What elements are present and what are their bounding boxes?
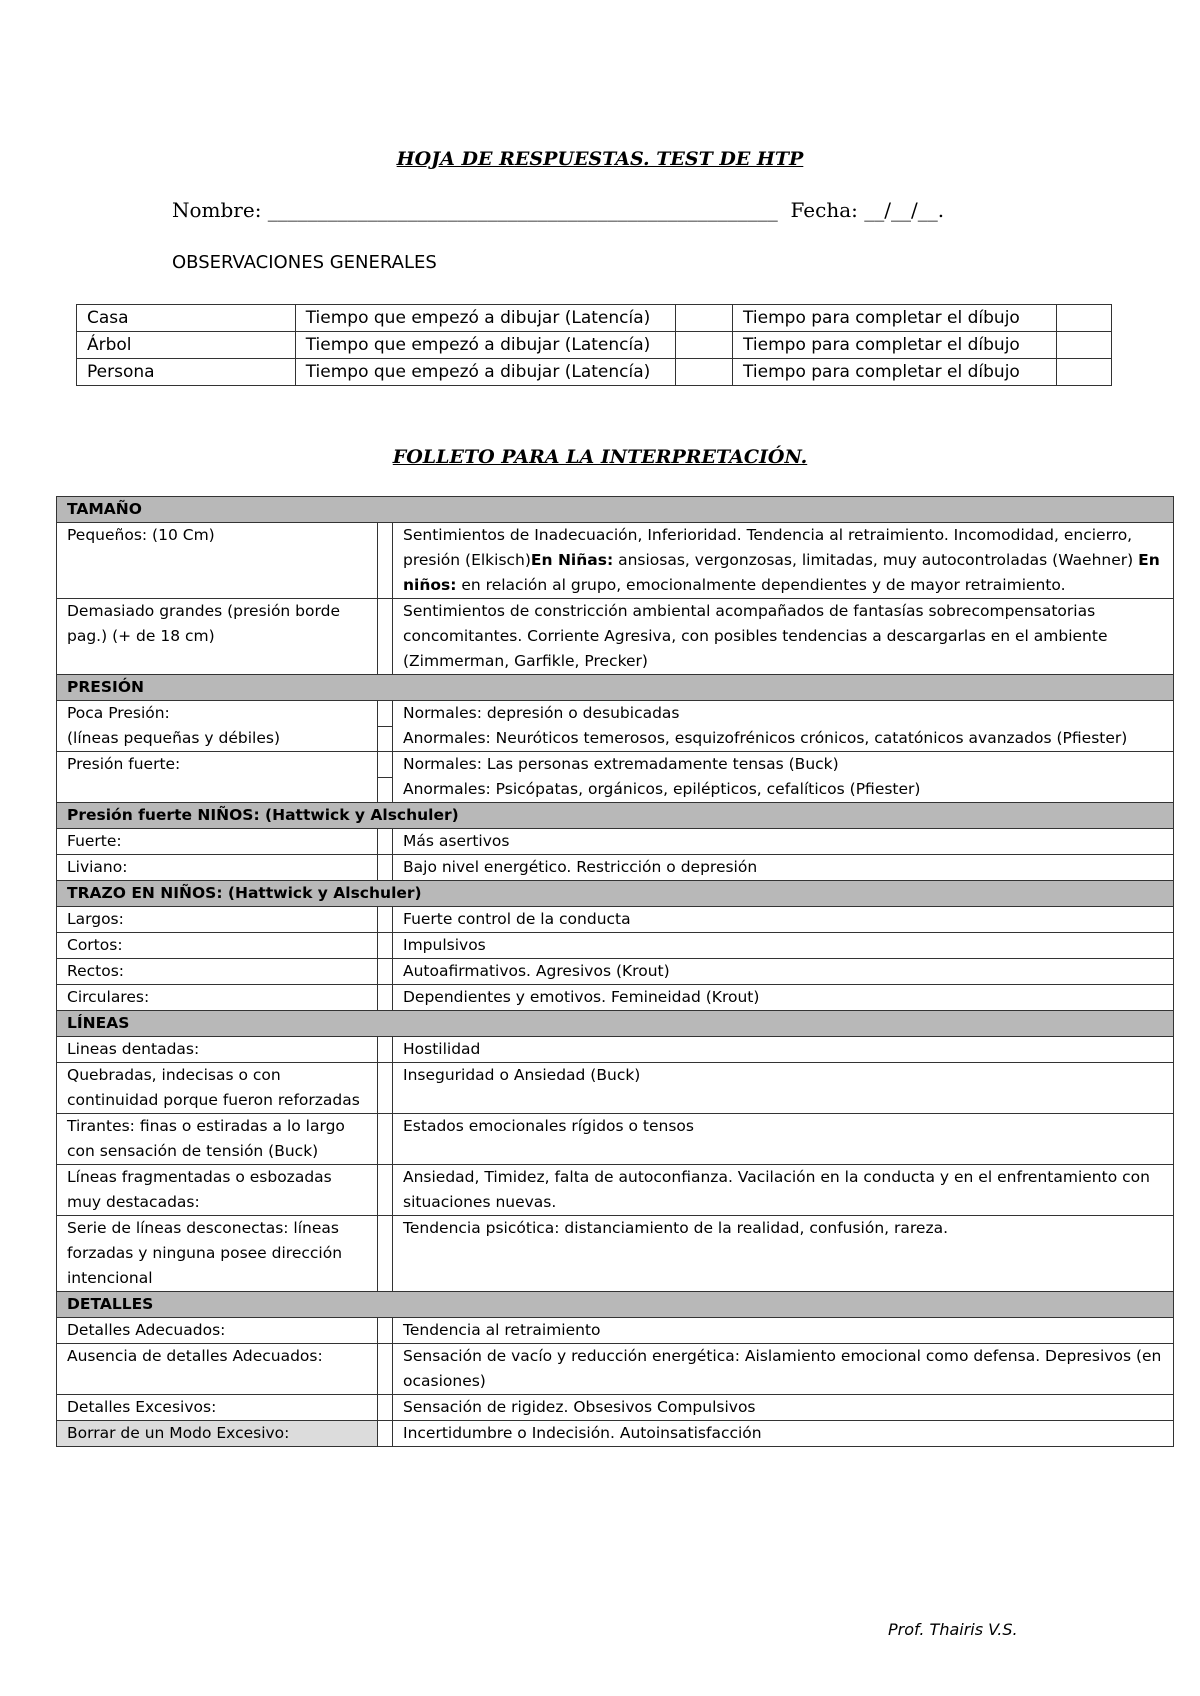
meaning-cell — [393, 752, 1174, 803]
times-item: Árbol — [77, 332, 296, 359]
check-subcell — [378, 701, 392, 727]
item-cell: Líneas fragmentadas o esbozadas muy destacadas: — [57, 1165, 378, 1216]
table-row — [57, 1114, 1174, 1165]
times-complete-label: Tiempo para completar el díbujo — [733, 359, 1057, 386]
table-row — [57, 1165, 1174, 1216]
table-row — [57, 1421, 1174, 1447]
table-row — [57, 1318, 1174, 1344]
meaning-cell: Incertidumbre o Indecisión. Autoinsatisfacción — [393, 1421, 1174, 1447]
meaning-cell: Dependientes y emotivos. Femineidad (Krout) — [393, 985, 1174, 1011]
meaning-cell — [393, 523, 1174, 599]
times-complete-label: Tiempo para completar el díbujo — [733, 332, 1057, 359]
item-cell: Lineas dentadas: — [57, 1037, 378, 1063]
item-cell: Circulares: — [57, 985, 378, 1011]
section-title: LÍNEAS — [57, 1011, 1174, 1037]
section-title: TRAZO EN NIÑOS: (Hattwick y Alschuler) — [57, 881, 1174, 907]
general-observations-label: OBSERVACIONES GENERALES — [172, 252, 437, 273]
item-cell: Detalles Adecuados: — [57, 1318, 378, 1344]
meaning-cell: Sensación de vacío y reducción energética: Aislamiento emocional como defensa. Depresivos (en ocasiones) — [393, 1344, 1174, 1395]
item-cell: Largos: — [57, 907, 378, 933]
meaning-cell: Autoafirmativos. Agresivos (Krout) — [393, 959, 1174, 985]
section-header — [57, 803, 1174, 829]
meaning-cell — [393, 701, 1174, 752]
section-title: DETALLES — [57, 1292, 1174, 1318]
item-cell: Fuerte: — [57, 829, 378, 855]
item-cell: Poca Presión: (líneas pequeñas y débiles) — [57, 701, 378, 752]
table-row — [57, 1063, 1174, 1114]
item-cell: Quebradas, indecisas o con continuidad porque fueron reforzadas — [57, 1063, 378, 1114]
meaning-text: ansiosas, vergonzosas, limitadas, muy autocontroladas (Waehner) — [613, 551, 1139, 569]
check-cell — [378, 1037, 393, 1063]
check-cell — [378, 1114, 393, 1165]
table-row — [57, 907, 1174, 933]
check-cell — [378, 1165, 393, 1216]
times-item: Persona — [77, 359, 296, 386]
table-row — [57, 523, 1174, 599]
section-title: TAMAÑO — [57, 497, 1174, 523]
meaning-cell: Ansiedad, Timidez, falta de autoconfianza. Vacilación en la conducta y en el enfrentamiento con situaciones nuevas. — [393, 1165, 1174, 1216]
check-cell — [378, 1063, 393, 1114]
item-cell: Demasiado grandes (presión borde pag.) (+ de 18 cm) — [57, 599, 378, 675]
meaning-cell: Estados emocionales rígidos o tensos — [393, 1114, 1174, 1165]
table-row — [57, 752, 1174, 803]
meaning-text: en relación al grupo, emocionalmente dependientes y de mayor retraimiento. — [456, 576, 1066, 594]
times-complete-cell — [1056, 359, 1111, 386]
table-row — [57, 701, 1174, 752]
check-cell — [378, 701, 393, 752]
times-latency-cell — [675, 305, 732, 332]
check-cell — [378, 985, 393, 1011]
drawing-times-table — [76, 304, 1112, 386]
check-cell — [378, 855, 393, 881]
author-signature: Prof. Thairis V.S. — [888, 1620, 1018, 1639]
check-cell — [378, 1344, 393, 1395]
meaning-cell: Fuerte control de la conducta — [393, 907, 1174, 933]
interpretation-title: FOLLETO PARA LA INTERPRETACIÓN. — [392, 446, 808, 468]
section-header — [57, 497, 1174, 523]
check-cell — [378, 1216, 393, 1292]
name-date-line: Nombre: ___________________________________________________ Fecha: __/__/__. — [172, 198, 945, 222]
interpretation-table — [56, 496, 1174, 1447]
meaning-cell: Inseguridad o Ansiedad (Buck) — [393, 1063, 1174, 1114]
check-subcell — [378, 752, 392, 778]
table-row — [57, 855, 1174, 881]
table-row — [57, 829, 1174, 855]
item-cell: Detalles Excesivos: — [57, 1395, 378, 1421]
times-latency-label: Tiempo que empezó a dibujar (Latencía) — [295, 305, 675, 332]
times-item: Casa — [77, 305, 296, 332]
times-latency-label: Tiempo que empezó a dibujar (Latencía) — [295, 332, 675, 359]
section-header — [57, 1011, 1174, 1037]
times-row-persona — [77, 359, 1112, 386]
item-cell: Rectos: — [57, 959, 378, 985]
times-row-arbol — [77, 332, 1112, 359]
meaning-cell: Bajo nivel energético. Restricción o depresión — [393, 855, 1174, 881]
meaning-abnormal: Anormales: Neuróticos temerosos, esquizofrénicos crónicos, catatónicos avanzados (Pfiester) — [403, 729, 1128, 747]
times-latency-cell — [675, 359, 732, 386]
check-cell — [378, 1395, 393, 1421]
check-cell — [378, 907, 393, 933]
meaning-cell: Sensación de rigidez. Obsesivos Compulsivos — [393, 1395, 1174, 1421]
item-cell: Ausencia de detalles Adecuados: — [57, 1344, 378, 1395]
item-cell: Presión fuerte: — [57, 752, 378, 803]
check-cell — [378, 1421, 393, 1447]
times-latency-label: Tiempo que empezó a dibujar (Latencía) — [295, 359, 675, 386]
check-cell — [378, 829, 393, 855]
check-cell — [378, 1318, 393, 1344]
table-row — [57, 985, 1174, 1011]
item-cell: Cortos: — [57, 933, 378, 959]
table-row — [57, 1037, 1174, 1063]
times-row-casa — [77, 305, 1112, 332]
times-complete-label: Tiempo para completar el díbujo — [733, 305, 1057, 332]
table-row — [57, 1395, 1174, 1421]
check-cell — [378, 959, 393, 985]
meaning-bold-label: En Niñas: — [530, 551, 614, 569]
meaning-text: Sentimientos de Inadecuación, Inferioridad. Tendencia al retraimiento. Incomodidad, encierro, presión (Elkisch) — [403, 526, 1133, 569]
section-title: PRESIÓN — [57, 675, 1174, 701]
meaning-cell: Sentimientos de constricción ambiental acompañados de fantasías sobrecompensatorias concomitantes. Corriente Agresiva, con posibles tendencias a descargarlas en el ambiente (Zimmerman, Garfikle, Precker) — [393, 599, 1174, 675]
meaning-cell: Más asertivos — [393, 829, 1174, 855]
table-row — [57, 1216, 1174, 1292]
meaning-cell: Hostilidad — [393, 1037, 1174, 1063]
table-row — [57, 933, 1174, 959]
item-cell: Borrar de un Modo Excesivo: — [57, 1421, 378, 1447]
meaning-abnormal: Anormales: Psicópatas, orgánicos, epilépticos, cefalíticos (Pfiester) — [403, 780, 921, 798]
section-header — [57, 881, 1174, 907]
meaning-cell: Impulsivos — [393, 933, 1174, 959]
page-title: HOJA DE RESPUESTAS. TEST DE HTP — [396, 148, 804, 170]
section-header — [57, 675, 1174, 701]
item-cell: Pequeños: (10 Cm) — [57, 523, 378, 599]
item-cell: Liviano: — [57, 855, 378, 881]
section-header — [57, 1292, 1174, 1318]
table-row — [57, 959, 1174, 985]
check-cell — [378, 523, 393, 599]
table-row — [57, 1344, 1174, 1395]
meaning-cell: Tendencia al retraimiento — [393, 1318, 1174, 1344]
times-complete-cell — [1056, 305, 1111, 332]
item-cell: Tirantes: finas o estiradas a lo largo con sensación de tensión (Buck) — [57, 1114, 378, 1165]
section-title: Presión fuerte NIÑOS: (Hattwick y Alschuler) — [57, 803, 1174, 829]
times-latency-cell — [675, 332, 732, 359]
meaning-normal: Normales: Las personas extremadamente tensas (Buck) — [403, 755, 839, 773]
times-complete-cell — [1056, 332, 1111, 359]
meaning-normal: Normales: depresión o desubicadas — [403, 704, 680, 722]
check-cell — [378, 752, 393, 803]
check-cell — [378, 599, 393, 675]
check-cell — [378, 933, 393, 959]
table-row — [57, 599, 1174, 675]
meaning-cell: Tendencia psicótica: distanciamiento de la realidad, confusión, rareza. — [393, 1216, 1174, 1292]
item-cell: Serie de líneas desconectas: líneas forzadas y ninguna posee dirección intencional — [57, 1216, 378, 1292]
meaning-bold-label: En niños: — [403, 551, 1160, 594]
